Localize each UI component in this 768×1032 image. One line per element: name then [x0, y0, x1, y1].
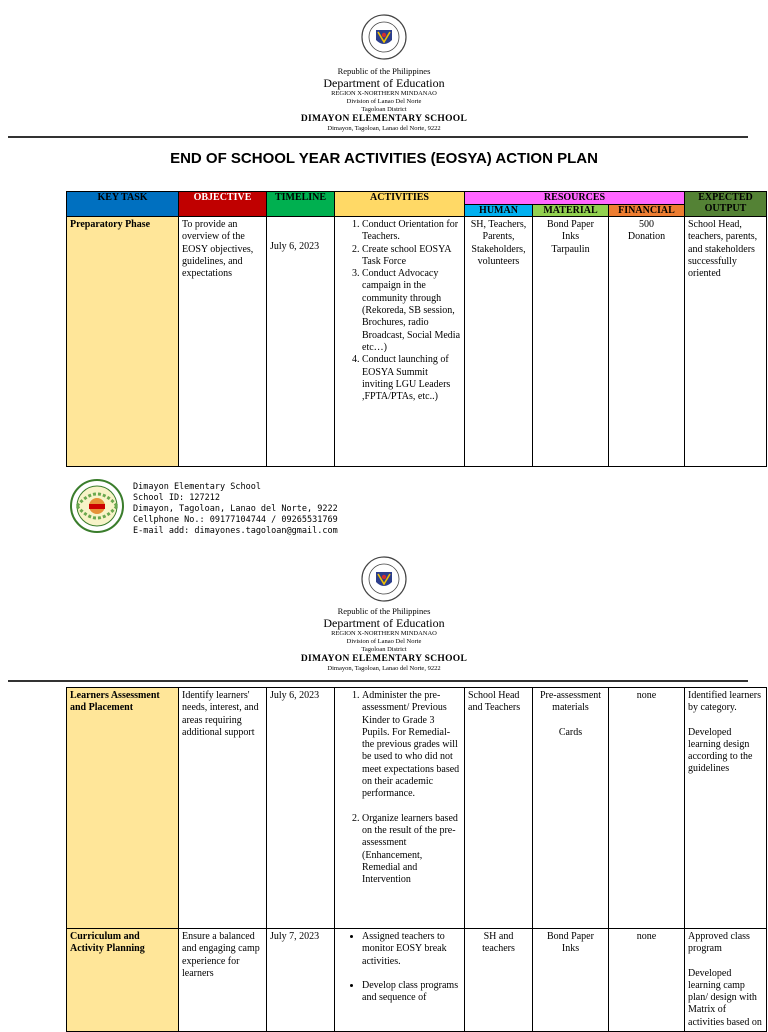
objective-cell: To provide an overview of the EOSY objectives, guidelines, and expectations — [179, 217, 267, 467]
header-financial: FINANCIAL — [609, 205, 685, 217]
material-item: Inks — [561, 943, 580, 955]
expected-output-item: Approved class program — [688, 931, 750, 955]
expected-output-item: Developed learning design according to the guidelines — [688, 726, 753, 775]
table-row — [67, 688, 767, 929]
expected-output-item: Developed learning camp plan/ design with Matrix of activities based on — [688, 967, 762, 1028]
deped-seal-icon — [358, 556, 410, 602]
header-key-task: KEY TASK — [67, 192, 179, 217]
footer-school: Dimayon Elementary School — [133, 482, 261, 492]
header-divider — [8, 680, 748, 682]
material-cell — [533, 688, 609, 929]
region-text: REGION X-NORTHERN MINDANAO — [331, 630, 437, 637]
material-cell — [533, 929, 609, 1032]
header-expected-output: EXPECTED OUTPUT — [685, 192, 767, 217]
document-page-2 — [0, 550, 768, 1028]
material-item: Bond Paper — [547, 931, 594, 942]
financial-cell: none — [609, 688, 685, 929]
document-title: END OF SCHOOL YEAR ACTIVITIES (EOSYA) ACTION PLAN — [170, 150, 598, 167]
deped-seal-icon — [358, 14, 410, 60]
material-item: Cards — [558, 726, 583, 738]
district-text: Tagoloan District — [361, 646, 407, 653]
financial-item: 500 — [639, 219, 654, 230]
footer-cellphone: Cellphone No.: 09177104744 / 09265531769 — [133, 515, 338, 525]
objective-cell: Ensure a balanced and engaging camp experience for learners — [179, 929, 267, 1032]
key-task-cell: Curriculum and Activity Planning — [67, 929, 179, 1032]
header-activities: ACTIVITIES — [335, 192, 465, 217]
school-name: DIMAYON ELEMENTARY SCHOOL — [300, 114, 468, 124]
activity-item: 2. Organize learners based on the result of the pre-assessment (Enhancement, Remedial and Intervention — [362, 813, 461, 887]
footer-email: E-mail add: dimayones.tagoloan@gmail.com — [133, 526, 338, 536]
timeline-cell: July 7, 2023 — [267, 929, 335, 1032]
school-logo-icon — [66, 478, 128, 534]
division-text: Division of Lanao Del Norte — [346, 98, 422, 105]
division-text: Division of Lanao Del Norte — [346, 638, 422, 645]
activities-cell — [335, 929, 465, 1032]
activities-cell — [335, 688, 465, 929]
timeline-text: July 6, 2023 — [270, 240, 320, 252]
header-timeline: TIMELINE — [267, 192, 335, 217]
department-text: Department of Education — [323, 616, 445, 630]
school-name: DIMAYON ELEMENTARY SCHOOL — [300, 654, 468, 664]
financial-cell: none — [609, 929, 685, 1032]
expected-output-cell — [685, 688, 767, 929]
objective-cell: Identify learners' needs, interest, and areas requiring additional support — [179, 688, 267, 929]
timeline-cell — [267, 217, 335, 467]
material-item: Pre-assessment materials — [539, 690, 602, 714]
human-cell: SH, Teachers, Parents, Stakeholders, volunteers — [465, 217, 533, 467]
school-address: Dimayon, Tagoloan, Lanao del Norte, 9222 — [327, 125, 441, 132]
material-item: Bond Paper — [547, 219, 594, 230]
human-cell: School Head and Teachers — [465, 688, 533, 929]
key-task-cell: Preparatory Phase — [67, 217, 179, 467]
activity-item: • Assigned teachers to monitor EOSY break activities. — [362, 931, 461, 968]
activity-item: 3. Conduct Advocacy campaign in the community through (Rekoreda, SB session, Brochures, radio Broadcast, Social Media etc…) — [362, 268, 461, 354]
expected-output-cell: School Head, teachers, parents, and stakeholders successfully oriented — [685, 217, 767, 467]
activities-cell — [335, 217, 465, 467]
timeline-cell: July 6, 2023 — [267, 688, 335, 929]
expected-output-cell — [685, 929, 767, 1032]
material-cell — [533, 217, 609, 467]
expected-output-item: Identified learners by category. — [688, 690, 762, 714]
header-divider — [8, 136, 748, 138]
district-text: Tagoloan District — [361, 106, 407, 113]
header-objective: OBJECTIVE — [179, 192, 267, 217]
activity-item: 1. Administer the pre-assessment/ Previous Kinder to Grade 3 Pupils. For Remedial-the previous grades will be used to who did not meet expectations based on their academic performance. — [362, 690, 461, 801]
material-item: Inks — [561, 231, 580, 243]
footer-contact — [133, 482, 338, 537]
header-resources: RESOURCES — [465, 192, 685, 205]
page-footer — [66, 478, 466, 538]
financial-item: Donation — [627, 231, 666, 243]
financial-cell — [609, 217, 685, 467]
letterhead — [0, 14, 768, 133]
action-plan-table-continued — [66, 687, 767, 1032]
region-text: REGION X-NORTHERN MINDANAO — [331, 90, 437, 97]
table-row — [67, 217, 767, 467]
republic-text: Republic of the Philippines — [337, 606, 431, 616]
table-row — [67, 929, 767, 1032]
department-text: Department of Education — [323, 76, 445, 90]
school-address: Dimayon, Tagoloan, Lanao del Norte, 9222 — [327, 665, 441, 672]
activity-item: 1. Conduct Orientation for Teachers. — [362, 219, 461, 244]
footer-school-id: School ID: 127212 — [133, 493, 220, 503]
letterhead — [0, 556, 768, 673]
key-task-cell: Learners Assessment and Placement — [67, 688, 179, 929]
header-human: HUMAN — [465, 205, 533, 217]
footer-address: Dimayon, Tagoloan, Lanao del Norte, 9222 — [133, 504, 338, 514]
republic-text: Republic of the Philippines — [337, 66, 431, 76]
activity-item: 4. Conduct launching of EOSYA Summit inviting LGU Leaders ,FPTA/PTAs, etc..) — [362, 354, 461, 403]
header-material: MATERIAL — [533, 205, 609, 217]
material-item: Tarpaulin — [551, 243, 590, 255]
action-plan-table — [66, 191, 767, 467]
activity-item: • Develop class programs and sequence of — [362, 980, 461, 1005]
activity-item: 2. Create school EOSYA Task Force — [362, 244, 461, 269]
human-cell: SH and teachers — [465, 929, 533, 1032]
